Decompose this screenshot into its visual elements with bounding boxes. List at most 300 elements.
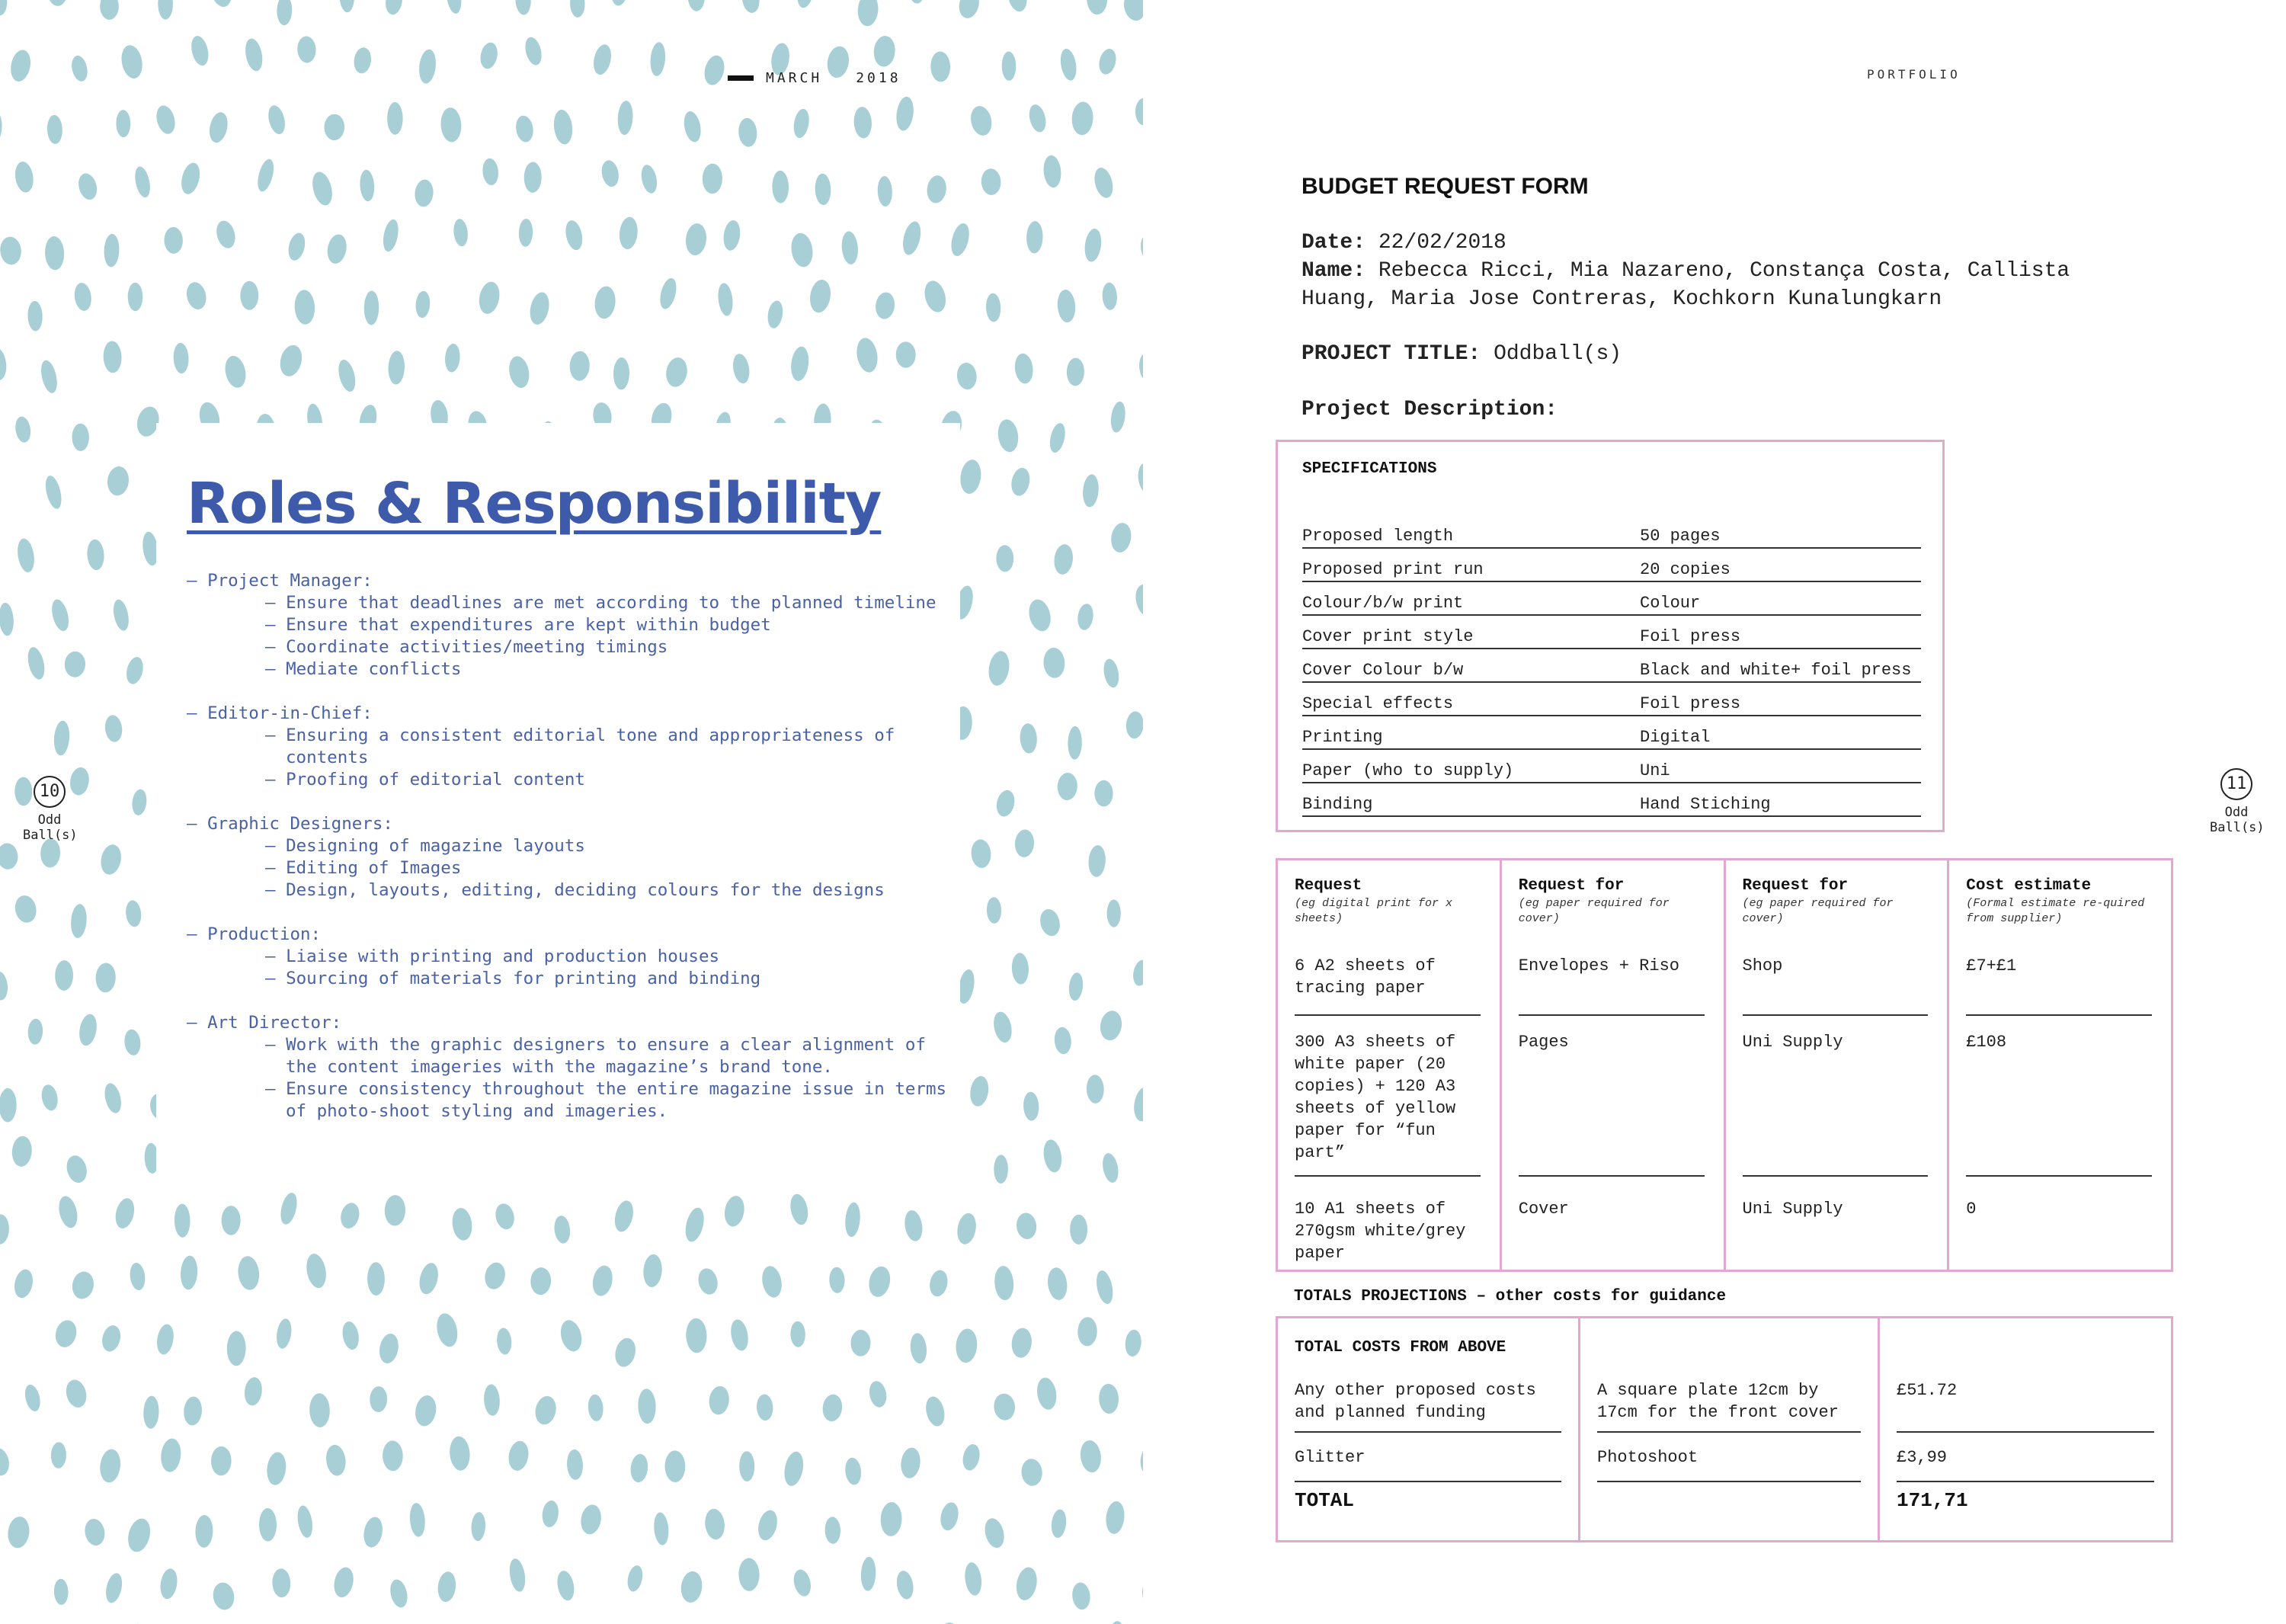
brush-dot [741,0,761,14]
request-cell: Shop [1743,950,1929,1016]
brush-dot [0,602,14,636]
request-cell: Uni Supply [1743,1017,1929,1177]
brush-dot [1005,0,1029,13]
brush-dot [923,1395,947,1428]
brush-dot [104,714,123,743]
spec-value: Hand Stiching [1640,795,1771,814]
brush-dot [588,1394,604,1422]
brush-dot [189,34,211,67]
brush-dot [782,1450,806,1488]
brush-dot [1100,1152,1120,1184]
brush-dot [612,1199,636,1234]
brush-dot [129,1262,147,1291]
brush-dot [772,171,789,203]
brush-dot [591,43,614,76]
brush-dot [1042,647,1065,678]
brush-dot [982,1517,1007,1550]
specifications-rows [1302,517,1921,818]
request-cell: Cover [1518,1200,1569,1219]
role-title: – Art Director: [187,1012,949,1034]
brush-dot [1109,401,1128,434]
totals-cell: Photoshoot [1597,1446,1861,1482]
brush-dot [69,903,88,938]
request-column-hint: (eg paper required for cover) [1518,897,1670,925]
brush-dot [0,1088,17,1123]
brush-dot [600,159,621,187]
brush-dot [877,176,893,207]
specifications-heading: SPECIFICATIONS [1302,460,1437,478]
spec-row [1302,584,1921,616]
brush-dot [926,175,948,204]
request-cell: Pages [1519,1017,1705,1177]
brush-dot [124,899,142,927]
brush-dot [6,1515,31,1549]
brush-dot [994,1155,1008,1184]
brush-dot [243,37,265,73]
brush-dot [55,960,74,991]
role-duty: – Work with the graphic designers to ensure a clear alignment of the content imageries with the magazine’s brand tone. [187,1034,949,1078]
brush-dot [955,1328,978,1363]
brush-dot [921,278,949,314]
spec-value: Colour [1640,594,1701,613]
brush-dot [981,168,1001,196]
request-column [1947,860,2171,1270]
brush-dot [70,1270,96,1301]
brush-dot [1077,1317,1098,1347]
brush-dot [450,1207,474,1242]
date-value: 22/02/2018 [1378,231,1506,255]
brush-dot [1001,51,1016,81]
role-duty: – Ensuring a consistent editorial tone and appropriateness of contents [187,725,949,769]
brush-dot [98,843,123,876]
role-duty: – Ensure consistency throughout the entire magazine issue in terms of photo-shoot styling and imageries. [187,1078,949,1123]
brush-dot [1058,47,1079,82]
brush-dot [128,283,143,312]
brush-dot [476,280,502,316]
brush-dot [0,465,2,498]
brush-dot [27,1018,43,1045]
brush-dot [558,1318,585,1353]
date-year: 2018 [856,70,901,86]
brush-dot [414,179,434,208]
brush-dot [227,1331,246,1366]
brush-dot [815,173,831,205]
brush-dot [683,1206,707,1244]
role-block [187,703,949,791]
brush-dot [664,1450,685,1482]
request-cell: £108 [1966,1017,2152,1177]
brush-dot [100,0,119,20]
brush-dot [629,1453,649,1484]
brush-dot [154,104,178,136]
brush-dot [266,104,288,136]
role-block [187,924,949,990]
brush-dot [1102,658,1121,689]
brush-dot [440,107,463,143]
brush-dot [867,1379,888,1408]
brush-dot [413,1394,438,1428]
brush-dot [696,1267,720,1297]
date-month: MARCH [766,70,823,86]
brush-dot [415,290,431,319]
brush-dot [684,223,708,257]
brush-dot [530,1267,552,1295]
brush-dot [173,342,190,373]
brush-dot [507,354,532,389]
brush-dot [100,1324,123,1353]
brush-dot [850,1330,871,1357]
brush-dot [482,158,500,186]
brush-dot [1102,282,1118,310]
brush-dot [610,0,629,6]
brush-dot [856,0,879,27]
brush-dot [0,842,19,870]
brush-dot [123,1029,142,1056]
brush-dot [1026,597,1054,634]
brush-dot [1081,474,1100,508]
total-label: TOTAL [1295,1489,1355,1512]
role-duty: – Sourcing of materials for printing and binding [187,968,949,990]
request-table [1276,858,2173,1272]
brush-dot [46,114,62,144]
role-duty: – Designing of magazine layouts [187,835,949,857]
brush-dot [0,1334,2,1368]
brush-dot [616,101,633,136]
brush-dot [1138,232,1143,267]
spec-row [1302,517,1921,549]
brush-dot [563,219,585,251]
brush-dot [77,1013,99,1047]
brush-dot [309,170,335,208]
request-column [1724,860,1948,1270]
brush-dot [789,345,811,382]
brush-dot [969,104,994,138]
brush-dot [444,343,461,373]
brush-dot [1042,1139,1064,1174]
brush-dot [1011,953,1029,985]
brush-dot [222,1206,241,1235]
role-title: – Project Manager: [187,570,949,592]
brush-dot [969,1075,991,1107]
brush-dot [213,219,238,251]
brush-dot [613,1336,639,1369]
brush-dot [46,0,69,7]
brush-dot [566,1449,584,1480]
brush-dot [387,102,403,135]
brush-dot [996,418,1020,453]
brush-dot [449,1436,472,1472]
brush-dot [294,290,316,325]
brush-dot [388,351,405,385]
brush-dot [8,48,34,83]
brush-dot [541,1500,560,1528]
brush-dot [338,1201,362,1230]
brush-dot [361,1515,385,1549]
totals-cell: £51.72 [1897,1379,2154,1433]
brush-dot [483,1384,501,1417]
request-column [1500,860,1724,1270]
page-number-right [2210,768,2263,835]
brush-dot [682,110,703,143]
brush-dot [996,545,1013,572]
brush-dot [479,41,500,71]
page-label: Ball(s) [23,828,78,843]
brush-dot [905,0,926,5]
request-column [1278,860,1500,1270]
project-title-label: PROJECT TITLE: [1301,342,1481,366]
brush-dot [384,1195,405,1226]
brush-dot [507,1440,531,1472]
brush-dot [277,343,306,379]
brush-dot [1014,829,1035,858]
brush-dot [304,1252,329,1289]
roles-list [187,570,949,1145]
spec-key: Proposed print run [1302,560,1484,579]
spec-key: Proposed length [1302,527,1454,546]
role-title: – Production: [187,924,949,946]
brush-dot [985,293,1001,322]
page-title: Roles & Responsibility [187,471,882,537]
brush-dot [124,655,146,686]
brush-dot [853,106,872,139]
brush-dot [527,290,552,326]
role-title: – Graphic Designers: [187,813,949,835]
brush-dot [569,351,590,381]
brush-dot [860,1556,876,1591]
brush-dot [408,1502,426,1537]
brush-dot [523,162,542,193]
brush-dot [991,1010,1014,1044]
brush-dot [686,1318,708,1353]
brush-dot [53,720,70,756]
brush-dot [570,0,585,18]
totals-cell: A square plate 12cm by 17cm for the front cover [1597,1379,1861,1433]
brush-dot [552,109,575,146]
brush-dot [0,345,8,382]
request-cell: 300 A3 sheets of white paper (20 copies) + 120 A3 sheets of yellow paper for “fun part” [1295,1017,1481,1177]
brush-dot [844,1457,862,1486]
request-cell: Uni Supply [1742,1200,1843,1219]
role-title: – Editor-in-Chief: [187,703,949,725]
brush-dot [0,235,23,265]
role-duty: – Editing of Images [187,857,949,879]
brush-dot [38,359,59,395]
brush-dot [866,1264,893,1299]
brush-dot [703,1507,726,1540]
request-cell: 10 A1 sheets of 270gsm white/grey paper [1295,1200,1466,1263]
role-duty: – Mediate conflicts [187,658,949,681]
page-number-circle: 11 [2220,768,2252,800]
brush-dot [1091,165,1116,200]
brush-dot [444,0,463,14]
brush-dot [1019,723,1037,754]
brush-dot [986,649,1011,687]
brush-dot [728,1318,751,1352]
brush-dot [722,1194,746,1228]
totals-table [1276,1316,2173,1542]
brush-dot [766,299,784,329]
role-block [187,570,949,681]
request-column-hint: (eg paper required for cover) [1742,897,1894,925]
brush-dot [277,0,293,25]
issue-date [728,70,901,86]
brush-dot [523,35,544,66]
brush-dot [418,49,437,85]
brush-dot [680,1570,704,1603]
brush-dot [272,1568,291,1598]
brush-dot [0,971,9,1001]
brush-dot [956,362,978,390]
brush-dot [437,1571,458,1603]
brush-dot [453,218,469,247]
role-block [187,813,949,902]
brush-dot [994,789,1017,818]
spec-value: Foil press [1640,694,1741,713]
brush-dot [51,1442,67,1469]
brush-dot [104,1571,125,1604]
brush-dot [1071,1581,1091,1610]
spec-value: Digital [1640,728,1711,747]
brush-dot [86,539,105,571]
brush-dot [518,219,533,247]
brush-dot [184,280,209,312]
brush-dot [755,1508,780,1542]
brush-dot [1098,1383,1119,1414]
brush-dot [1109,521,1134,554]
brush-dot [325,232,349,265]
brush-dot [335,358,358,394]
brush-dot [0,708,2,740]
spec-key: Binding [1302,795,1373,814]
brush-dot [821,1393,844,1422]
brush-dot [325,1443,347,1477]
brush-dot [642,1254,663,1288]
brush-dot [195,1515,213,1548]
brush-dot [383,1440,403,1471]
name-line [1301,257,2140,313]
brush-dot [790,1321,805,1347]
brush-dot [73,282,93,312]
brush-dot [731,353,751,385]
request-column-header: Request for [1742,877,1849,895]
brush-dot [103,341,122,373]
brush-dot [296,36,316,63]
brush-dot [1097,47,1119,76]
spec-value: 20 copies [1640,560,1731,579]
spec-row [1302,718,1921,750]
brush-dot [240,281,258,310]
brush-dot [1009,466,1032,498]
brush-dot [384,0,404,16]
brush-dot [1135,461,1143,497]
brush-dot [64,651,86,677]
brush-dot [722,219,741,252]
total-value: 171,71 [1897,1489,1968,1512]
brush-dot [12,1267,36,1299]
brush-dot [895,341,916,368]
brush-dot [119,43,145,80]
brush-dot [909,1332,928,1364]
totals-cell: Glitter [1295,1446,1561,1482]
brush-dot [938,1501,961,1532]
spec-key: Colour/b/w print [1302,594,1464,613]
brush-dot [131,789,149,816]
brush-dot [788,1193,810,1227]
brush-dot [1068,726,1082,760]
brush-dot [702,53,728,87]
brush-dot [359,169,375,202]
brush-dot [44,235,65,270]
brush-dot [324,114,344,140]
brush-dot [927,1269,949,1299]
brush-dot [937,1621,963,1624]
brush-dot [1071,101,1093,136]
brush-dot [83,1517,107,1547]
brush-dot [899,1446,922,1479]
brush-dot [1098,1009,1124,1042]
brush-dot [824,1517,840,1544]
role-duty: – Ensure that deadlines are met according to the planned timeline [187,592,949,614]
brush-dot [0,110,3,145]
brush-dot [1053,1027,1072,1055]
brush-dot [1138,1440,1143,1476]
spec-row [1302,617,1921,649]
request-column-header: Cost estimate [1966,877,2092,895]
brush-dot [1050,1509,1068,1539]
date-bar [728,75,754,81]
brush-dot [1131,959,1143,988]
brush-dot [164,227,183,255]
brush-dot [900,219,924,257]
brush-dot [259,1508,277,1542]
date-label: Date: [1301,231,1366,255]
project-title-value: Oddball(s) [1494,342,1622,366]
brush-dot [236,1255,261,1291]
brush-dot [956,0,981,21]
brush-dot [1094,780,1113,807]
request-cell: £7+£1 [1966,950,2152,1016]
brush-dot [1070,1215,1087,1244]
brush-dot [53,1578,69,1605]
totals-cell: Any other proposed costs and planned funding [1295,1379,1561,1433]
brush-dot [174,1203,190,1237]
brush-dot [553,1215,572,1244]
brush-dot [106,466,130,497]
brush-dot [183,1396,203,1426]
brush-dot [471,1512,486,1542]
brush-dot [1057,772,1078,800]
brush-dot [639,163,660,194]
brush-dot [158,0,173,20]
brush-dot [286,231,307,262]
brush-dot [789,232,815,268]
brush-dot [69,54,90,83]
brush-dot [626,1564,645,1593]
brush-dot [1052,543,1074,575]
spec-row [1302,785,1921,817]
brush-dot [0,0,8,16]
brush-dot [1056,289,1077,323]
request-column-header: Request [1295,877,1362,895]
brush-dot [388,1578,410,1609]
specifications-box [1276,440,1945,832]
brush-dot [895,95,916,131]
brush-dot [159,1437,182,1473]
brush-dot [1038,907,1063,938]
brush-dot [1087,0,1107,14]
role-duty: – Ensure that expenditures are kept within budget [187,614,949,636]
brush-dot [0,1214,10,1245]
